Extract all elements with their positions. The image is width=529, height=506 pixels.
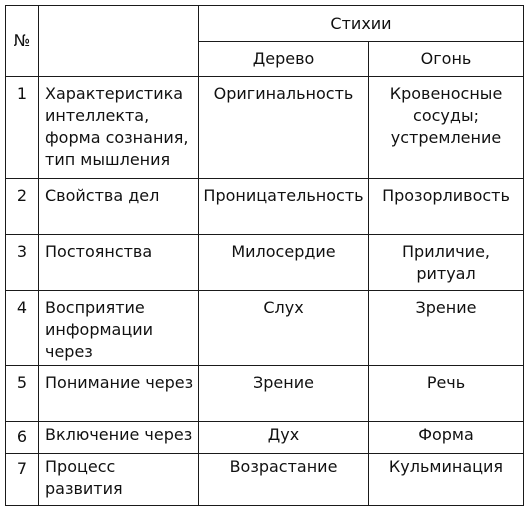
wood-value: Зрение [199,366,369,422]
empty-header-cell [39,6,199,77]
row-label: Понимание через [39,366,199,422]
header-row-top [6,6,524,42]
row-number: 1 [6,77,39,179]
row-number: 3 [6,235,39,291]
fire-value: Прозорливость [369,179,524,235]
elements-table [5,5,524,506]
row-label: Включение через [39,422,199,454]
elements-group-header: Стихии [199,6,524,42]
fire-value: Зрение [369,291,524,366]
table-row [6,291,524,366]
wood-value: Слух [199,291,369,366]
fire-value: Приличие, ритуал [369,235,524,291]
fire-value: Кровеносные сосуды; устремление [369,77,524,179]
row-number: 7 [6,454,39,506]
table-row [6,77,524,179]
wood-column-header: Дерево [199,42,369,77]
fire-value: Речь [369,366,524,422]
wood-value: Возрастание [199,454,369,506]
fire-value: Кульминация [369,454,524,506]
fire-value: Форма [369,422,524,454]
row-label: Свойства дел [39,179,199,235]
row-label: Постоянства [39,235,199,291]
wood-value: Проницательность [199,179,369,235]
row-number: 5 [6,366,39,422]
wood-value: Оригинальность [199,77,369,179]
wood-value: Милосердие [199,235,369,291]
number-column-header: № [6,6,39,77]
table-row [6,454,524,506]
row-label: Процесс развития [39,454,199,506]
wood-value: Дух [199,422,369,454]
table-row [6,179,524,235]
fire-column-header: Огонь [369,42,524,77]
row-number: 2 [6,179,39,235]
row-label: Восприятие информации через [39,291,199,366]
row-label: Характеристика интеллекта, форма сознания, тип мышления [39,77,199,179]
row-number: 6 [6,422,39,454]
table-row [6,422,524,454]
table-row [6,366,524,422]
row-number: 4 [6,291,39,366]
table-row [6,235,524,291]
